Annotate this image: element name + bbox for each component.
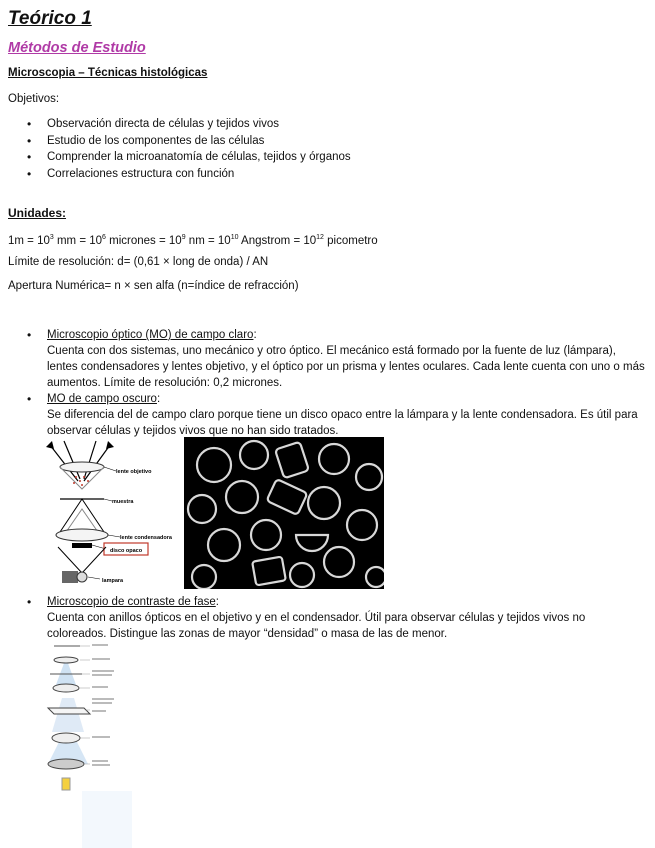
- item-heading: Microscopio de contraste de fase: [47, 596, 216, 608]
- dark-field-diagram: [40, 437, 180, 587]
- list-item: • Correlaciones estructura con función: [47, 166, 351, 183]
- label-disco-opaco: disco opaco: [110, 548, 143, 554]
- list-item-campo-oscuro: • MO de campo oscuro: Se diferencia del de campo claro porque tiene un disco opaco entre la lámpara y la lente condensadora. Es útil para observar células y tejidos vivos que no han sido tratados.: [47, 391, 647, 439]
- item-body: Cuenta con dos sistemas, uno mecánico y otro óptico. El mecánico está formado por la fuente de luz (lámpara), lentes condensadores y lentes objetivo, y el óptico por un prisma y lentes oculares. Cada lente cuenta con uno o más aumentos. Límite de resolución: 0,2 micrones.: [47, 345, 645, 389]
- page-subtitle: Métodos de Estudio: [8, 40, 146, 56]
- item-heading: MO de campo oscuro: [47, 393, 157, 405]
- list-item: • Estudio de los componentes de las células: [47, 133, 351, 150]
- list-item: • Observación directa de células y tejidos vivos: [47, 116, 351, 133]
- item-body: Se diferencia del de campo claro porque tiene un disco opaco entre la lámpara y la lente condensadora. Es útil para observar células y tejidos vivos que no han sido tratados.: [47, 409, 638, 437]
- section-heading: Microscopia – Técnicas histológicas: [8, 67, 208, 79]
- objetivos-label: Objetivos:: [8, 93, 60, 105]
- label-lampara: lampara: [102, 578, 124, 584]
- label-lente-objetivo: lente objetivo: [116, 469, 152, 475]
- label-muestra: muestra: [112, 499, 134, 505]
- page-title: Teórico 1: [8, 8, 92, 29]
- resolution-formula: Límite de resolución: d= (0,61 × long de onda) / AN: [8, 256, 269, 268]
- units-line: $1m = 10^3$ mm = $10^6$ micrones = $10^9$ nm = $10^{10}$ Angstrom = $10^{12}$ picometro: [8, 234, 378, 247]
- item-heading: Microscopio óptico (MO) de campo claro: [47, 329, 254, 341]
- objetivos-list: [8, 116, 351, 182]
- list-item-contraste-fase: • Microscopio de contraste de fase: Cuenta con anillos ópticos en el objetivo y en el condensador. Útil para observar células y tejidos vivos no coloreados. Distingue las zonas de mayor “densidad” o masa de las de menor.: [47, 594, 647, 642]
- phase-contrast-diagram: [44, 640, 134, 792]
- label-lente-condensadora: lente condensadora: [120, 535, 172, 541]
- unidades-heading: Unidades:: [8, 206, 67, 220]
- item-body: Cuenta con anillos ópticos en el objetivo y en el condensador. Útil para observar células y tejidos vivos no coloreados. Distingue las zonas de mayor “densidad” o masa de las de menor.: [47, 612, 586, 640]
- list-item-campo-claro: • Microscopio óptico (MO) de campo claro: Cuenta con dos sistemas, uno mecánico y otro óptico. El mecánico está formado por la fuente de luz (lámpara), lentes condensadores y lentes objetivo, y el óptico por un prisma y lentes oculares. Cada lente cuenta con uno o más aumentos. Límite de resolución: 0,2 micrones.: [47, 327, 647, 391]
- dark-field-micrograph: [184, 437, 384, 589]
- aperture-formula: Apertura Numérica= n × sen alfa (n=índice de refracción): [8, 280, 299, 292]
- list-item: • Comprender la microanatomía de células, tejidos y órganos: [47, 149, 351, 166]
- image-fragment: [82, 791, 132, 848]
